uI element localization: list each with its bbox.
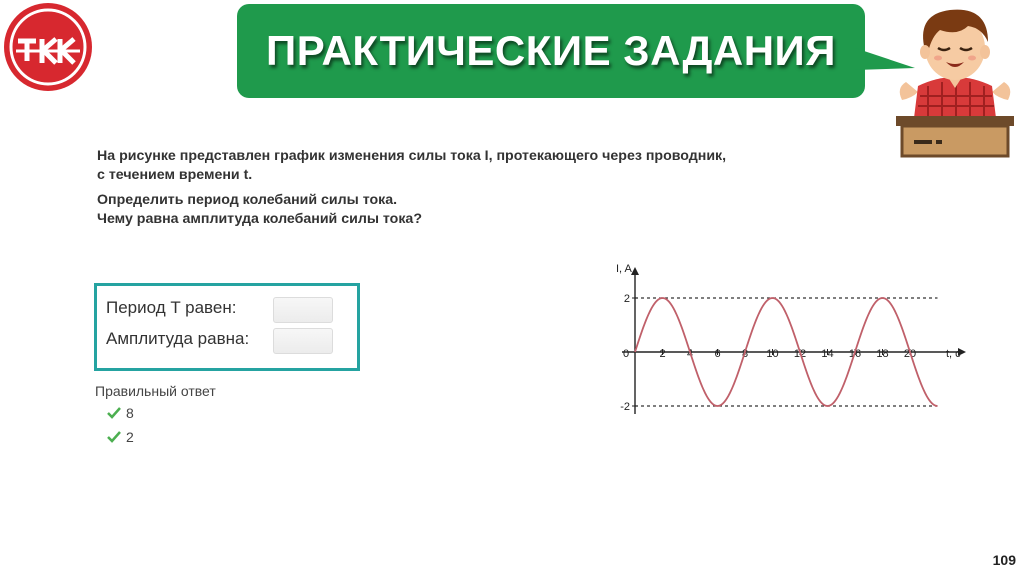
correct-answer-item [107, 429, 134, 445]
correct-answer-title: Правильный ответ [95, 383, 216, 399]
y-tick-label: 2 [623, 293, 630, 305]
question-line-4: Чему равна амплитуда колебаний силы тока? [97, 211, 422, 227]
x-tick-label: 18 [876, 348, 889, 360]
correct-answer-item [107, 405, 134, 421]
period-input[interactable] [273, 297, 333, 323]
period-label: Период T равен: [106, 298, 237, 317]
x-tick-label: 16 [848, 348, 862, 360]
x-tick-label: 4 [686, 348, 694, 360]
amplitude-label: Амплитуда равна: [106, 329, 250, 348]
x-tick-label: 14 [821, 348, 834, 360]
x-tick-label: 20 [903, 348, 917, 360]
x-tick-label: 0 [622, 348, 630, 360]
title-banner [237, 4, 865, 98]
question-line-2: с течением времени t. [97, 167, 253, 183]
x-tick-label: 8 [741, 348, 749, 360]
check-icon [107, 431, 121, 443]
check-icon [107, 407, 121, 419]
x-tick-label: 2 [659, 348, 666, 360]
y-axis-label: I, A [616, 263, 632, 275]
x-axis-label: t, с [946, 348, 961, 360]
question-line-3: Определить период колебаний силы тока. [97, 192, 398, 208]
answer-form [94, 283, 360, 371]
correct-answer-value: 8 [126, 405, 134, 421]
x-tick-label: 10 [766, 348, 779, 360]
question-line-1: На рисунке представлен график изменения силы тока I, протекающего через проводник, [97, 148, 727, 164]
y-axis-arrow [631, 267, 639, 275]
question-text [97, 147, 817, 229]
page-number: 109 [992, 552, 1016, 568]
logo-icon [2, 1, 94, 93]
page-title: ПРАКТИЧЕСКИЕ ЗАДАНИЯ [266, 27, 836, 74]
y-tick-label: -2 [620, 401, 630, 413]
x-tick-label: 6 [714, 348, 721, 360]
correct-answer-value: 2 [126, 429, 134, 445]
amplitude-input[interactable] [273, 328, 333, 354]
current-time-graph [590, 258, 990, 418]
x-tick-label: 12 [793, 348, 807, 360]
teacher-character-icon [888, 2, 1022, 158]
